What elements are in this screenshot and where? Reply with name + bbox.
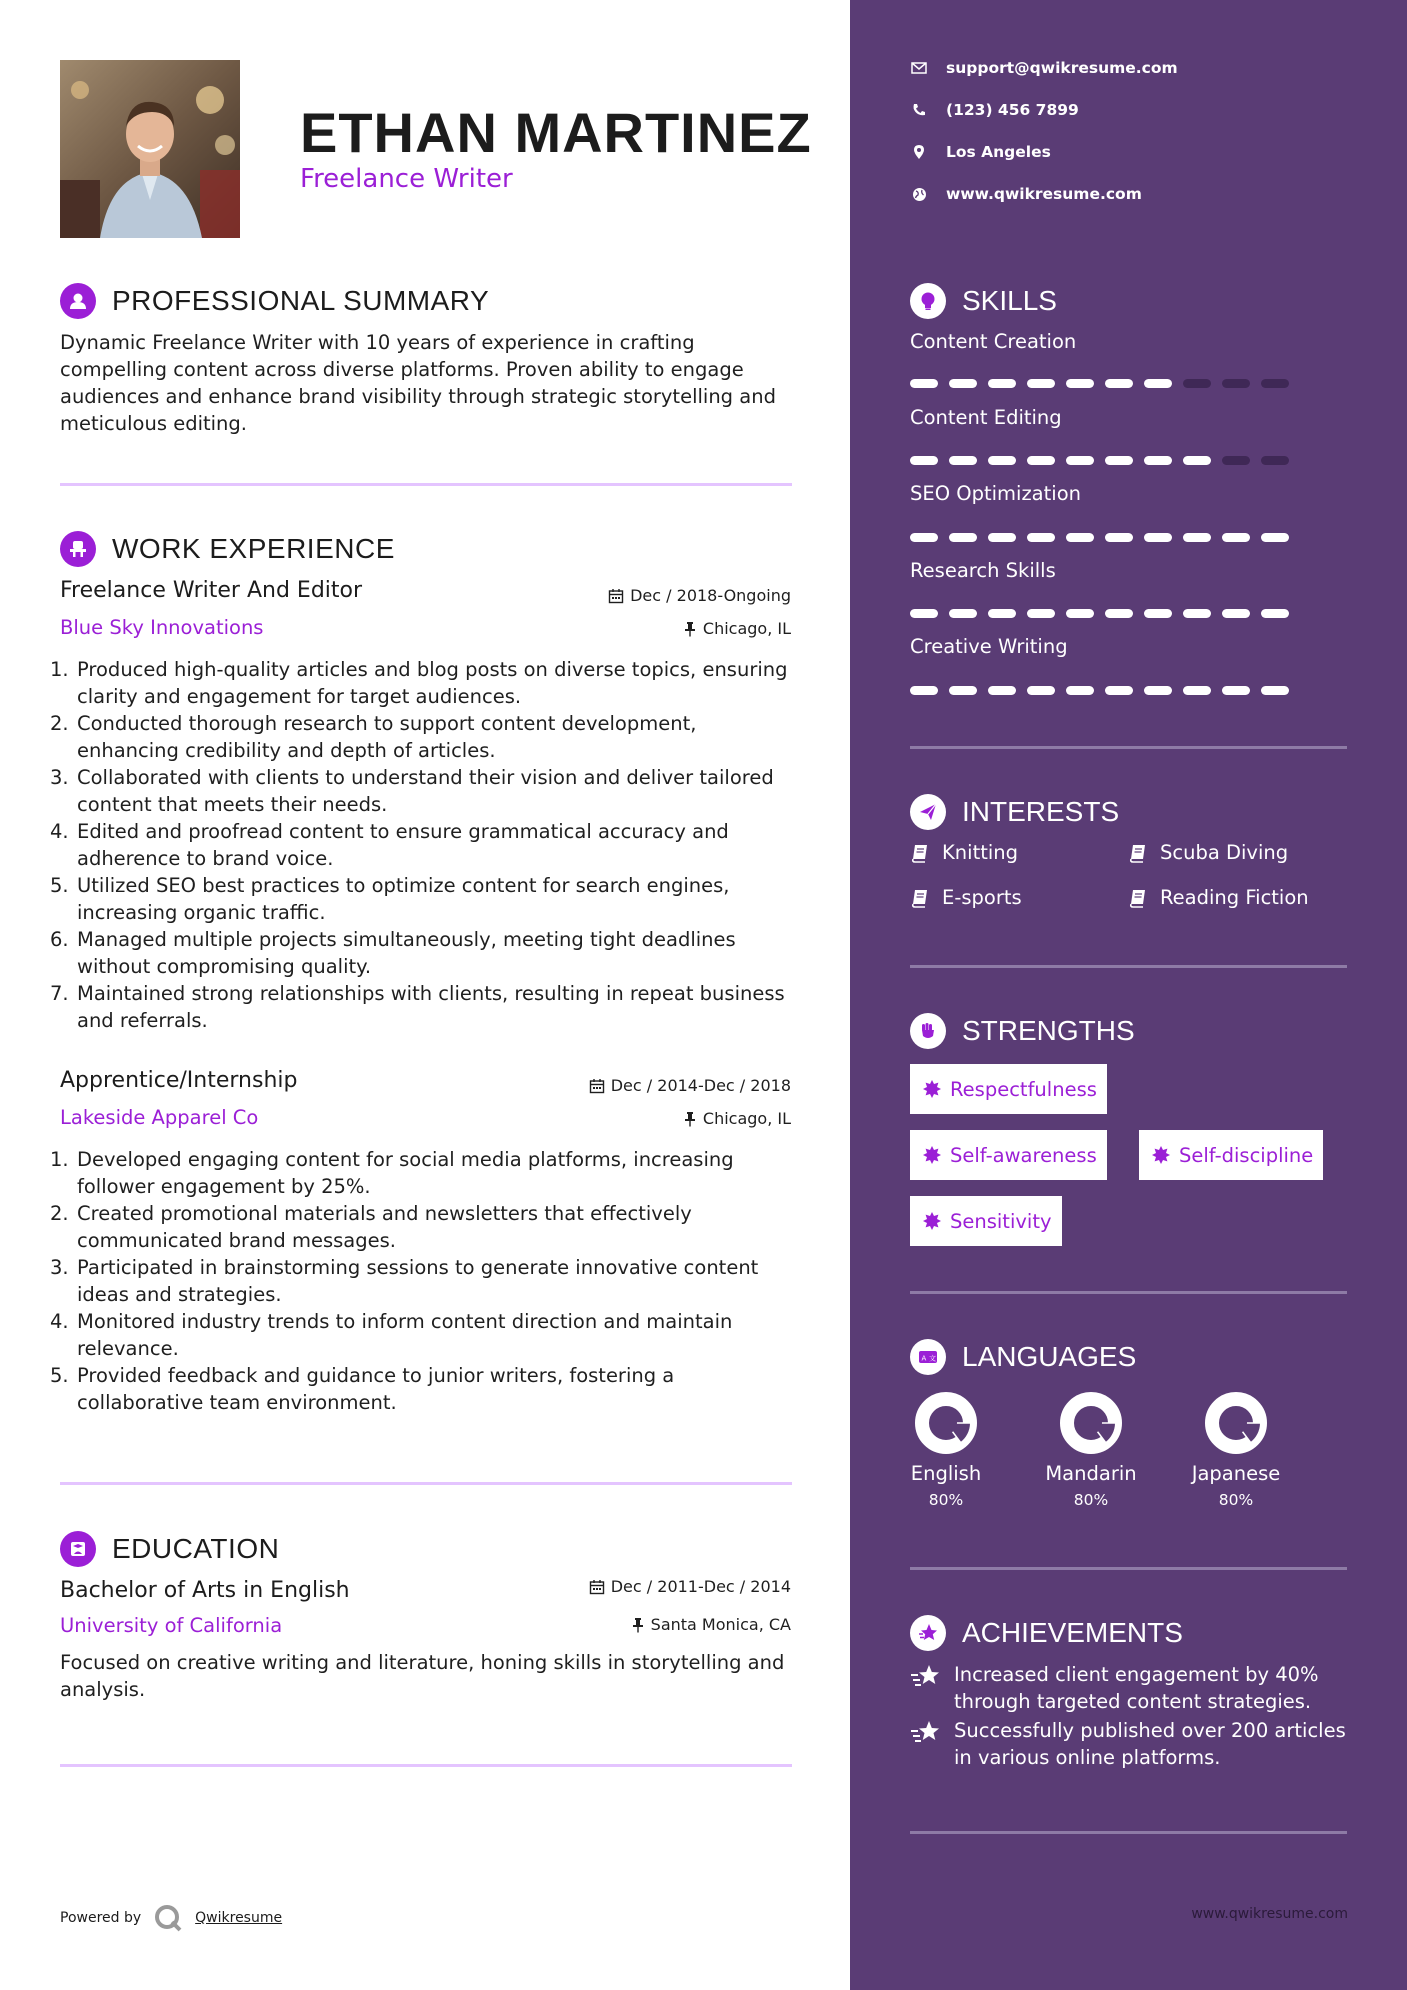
lightbulb-icon [910, 283, 946, 319]
interest-item: Knitting [910, 841, 1018, 864]
footer-website[interactable]: www.qwikresume.com [1191, 1906, 1348, 1922]
skill-dash-filled [910, 533, 938, 542]
contact-website[interactable] [910, 185, 1142, 203]
skill-dash-filled [1261, 609, 1289, 618]
skill-name: Creative Writing [910, 635, 1068, 658]
skill-dash-filled [1027, 379, 1055, 388]
strength-chip: Self-awareness [910, 1130, 1107, 1180]
pin-icon [683, 621, 697, 637]
calendar-icon [589, 1579, 605, 1595]
skill-dash-empty [1183, 379, 1211, 388]
list-item: 1. Developed engaging content for social media platforms, increasing follower engagement by 25%. [50, 1148, 734, 1198]
skill-dash-filled [1144, 533, 1172, 542]
skill-dash-filled [1144, 686, 1172, 695]
calendar-icon [608, 588, 624, 604]
summary-title: PROFESSIONAL SUMMARY [112, 285, 490, 316]
summary-text: Dynamic Freelance Writer with 10 years of experience in crafting compelling content across diverse platforms. Proven ability to engage audiences and enhance brand visibility through strategic storytelling and meticulous editing. [60, 331, 776, 435]
skill-dash-filled [949, 533, 977, 542]
skill-dash-filled [1222, 686, 1250, 695]
skill-level-bar [910, 456, 1289, 465]
interest-item: Scuba Diving [1128, 841, 1288, 864]
language-name: Mandarin [1045, 1462, 1137, 1485]
contact-phone[interactable] [910, 101, 1079, 119]
job-duties-list [50, 1146, 795, 1416]
language-level-donut [913, 1390, 979, 1456]
skill-dash-filled [1105, 686, 1133, 695]
strength-chip: Respectfulness [910, 1064, 1107, 1114]
company-name: Blue Sky Innovations [60, 616, 264, 639]
school-name: University of California [60, 1614, 283, 1637]
skill-dash-filled [1105, 456, 1133, 465]
section-divider [910, 1831, 1347, 1834]
qwikresume-logo-icon [153, 1903, 183, 1933]
candidate-name: ETHAN MARTINEZ [300, 101, 812, 164]
briefcase-icon [60, 531, 96, 567]
interest-item: E-sports [910, 886, 1022, 909]
skill-dash-filled [1027, 456, 1055, 465]
skill-name: Content Editing [910, 406, 1062, 429]
list-item: 1. Produced high-quality articles and blog posts on diverse topics, ensuring clarity and engagement for target audiences. [50, 658, 788, 708]
skill-dash-empty [1261, 379, 1289, 388]
skills-heading [910, 283, 1057, 319]
skill-dash-filled [910, 456, 938, 465]
list-item: 5. Provided feedback and guidance to junior writers, fostering a collaborative team environment. [50, 1364, 675, 1414]
skill-dash-filled [1027, 609, 1055, 618]
skill-level-bar [910, 686, 1289, 695]
badge-icon [922, 1211, 942, 1231]
book-icon [910, 843, 930, 863]
list-item: 2. Created promotional materials and newsletters that effectively communicated brand messages. [50, 1202, 692, 1252]
book-icon [1128, 888, 1148, 908]
skill-dash-filled [1183, 609, 1211, 618]
job-dates-text: Dec / 2018-Ongoing [630, 586, 791, 605]
job-dates [608, 586, 791, 605]
languages-heading [910, 1339, 1136, 1375]
education-text: Focused on creative writing and literature, honing skills in storytelling and analysis. [60, 1651, 785, 1701]
section-divider [910, 746, 1347, 749]
interests-title: INTERESTS [962, 796, 1120, 827]
shooting-star-icon [910, 1663, 942, 1689]
strength-chip: Self-discipline [1139, 1130, 1323, 1180]
strength-chip: Sensitivity [910, 1196, 1062, 1246]
skill-dash-filled [988, 609, 1016, 618]
language-level-donut [1203, 1390, 1269, 1456]
education-dates-text: Dec / 2011-Dec / 2014 [610, 1577, 791, 1596]
sidebar [850, 0, 1407, 1990]
skill-dash-filled [1066, 456, 1094, 465]
pin-icon [631, 1617, 645, 1633]
badge-icon [1151, 1145, 1171, 1165]
skill-dash-filled [988, 686, 1016, 695]
strengths-heading [910, 1013, 1135, 1049]
experience-title: WORK EXPERIENCE [112, 533, 395, 564]
summary-heading [60, 283, 489, 319]
location-pin-icon [913, 144, 925, 160]
skill-dash-filled [1105, 379, 1133, 388]
job-location [683, 1109, 791, 1128]
skills-title: SKILLS [962, 285, 1057, 316]
envelope-icon [911, 62, 927, 74]
achievements-heading [910, 1615, 1183, 1651]
job-dates-text: Dec / 2014-Dec / 2018 [610, 1076, 791, 1095]
skill-dash-filled [1066, 533, 1094, 542]
skill-dash-filled [1222, 609, 1250, 618]
skill-dash-filled [1027, 533, 1055, 542]
language-item [1031, 1390, 1151, 1509]
profile-photo [60, 60, 240, 238]
skill-dash-filled [1066, 686, 1094, 695]
skill-level-bar [910, 379, 1289, 388]
star-icon [910, 1615, 946, 1651]
skill-dash-filled [1222, 533, 1250, 542]
section-divider [910, 1567, 1347, 1570]
skill-dash-filled [1066, 379, 1094, 388]
contact-location-text: Los Angeles [946, 143, 1051, 161]
achievement-item: Increased client engagement by 40% through targeted content strategies. [910, 1661, 1350, 1715]
contact-phone-text: (123) 456 7899 [946, 101, 1079, 119]
list-item: 7. Maintained strong relationships with clients, resulting in repeat business and referrals. [50, 982, 785, 1032]
skill-dash-filled [988, 379, 1016, 388]
interest-item: Reading Fiction [1128, 886, 1309, 909]
skill-dash-filled [1144, 379, 1172, 388]
skill-dash-empty [1222, 456, 1250, 465]
job-dates [589, 1076, 791, 1095]
skill-dash-filled [1144, 609, 1172, 618]
skill-dash-filled [988, 456, 1016, 465]
skill-dash-filled [1066, 609, 1094, 618]
section-divider [60, 1482, 792, 1485]
education-location-text: Santa Monica, CA [650, 1615, 791, 1634]
list-item: 5. Utilized SEO best practices to optimize content for search engines, increasing organic traffic. [50, 874, 730, 924]
section-divider [910, 1291, 1347, 1294]
skill-name: Content Creation [910, 330, 1077, 353]
qwikresume-link[interactable]: Qwikresume [195, 1910, 283, 1926]
skill-dash-filled [1183, 533, 1211, 542]
skill-dash-filled [910, 379, 938, 388]
book-icon [910, 888, 930, 908]
badge-icon [922, 1079, 942, 1099]
skill-dash-filled [1183, 686, 1211, 695]
job-location-text: Chicago, IL [702, 619, 791, 638]
skill-dash-filled [1027, 686, 1055, 695]
education-heading [60, 1531, 279, 1567]
list-item: 3. Participated in brainstorming sessions to generate innovative content ideas and strategies. [50, 1256, 759, 1306]
skill-level-bar [910, 533, 1289, 542]
language-percent: 80% [1218, 1491, 1254, 1509]
svg-text:文: 文 [929, 1354, 936, 1363]
skill-level-bar [910, 609, 1289, 618]
list-item: 2. Conducted thorough research to support content development, enhancing credibility and depth of articles. [50, 712, 697, 762]
education-title: EDUCATION [112, 1533, 280, 1564]
list-item: 6. Managed multiple projects simultaneously, meeting tight deadlines without compromising quality. [50, 928, 736, 978]
language-name: Japanese [1191, 1462, 1281, 1485]
skill-dash-filled [1261, 686, 1289, 695]
skill-dash-filled [910, 609, 938, 618]
job-location-text: Chicago, IL [702, 1109, 791, 1128]
paper-plane-icon [910, 794, 946, 830]
shooting-star-icon [910, 1719, 942, 1745]
skill-dash-empty [1261, 456, 1289, 465]
skill-dash-filled [988, 533, 1016, 542]
skill-dash-filled [949, 456, 977, 465]
job-location [683, 619, 791, 638]
skill-dash-filled [949, 609, 977, 618]
skill-dash-filled [1261, 533, 1289, 542]
section-divider [910, 965, 1347, 968]
user-icon [60, 283, 96, 319]
language-item [886, 1390, 1006, 1509]
strengths-title: STRENGTHS [962, 1015, 1135, 1046]
skill-dash-filled [1105, 609, 1133, 618]
contact-email-text: support@qwikresume.com [946, 59, 1178, 77]
list-item: 3. Collaborated with clients to understand their vision and deliver tailored content that meets their needs. [50, 766, 774, 816]
languages-title: LANGUAGES [962, 1341, 1137, 1372]
skill-dash-filled [1105, 533, 1133, 542]
interests-heading [910, 794, 1119, 830]
powered-by-label: Powered by [60, 1910, 142, 1926]
language-name: English [910, 1462, 982, 1485]
skill-dash-filled [949, 686, 977, 695]
skill-name: Research Skills [910, 559, 1056, 582]
achievement-item: Successfully published over 200 articles in various online platforms. [910, 1717, 1350, 1771]
section-divider [60, 1764, 792, 1767]
company-name: Lakeside Apparel Co [60, 1106, 259, 1129]
graduation-icon [60, 1531, 96, 1567]
achievements-title: ACHIEVEMENTS [962, 1617, 1183, 1648]
contact-website-text: www.qwikresume.com [946, 185, 1142, 203]
list-item: 4. Monitored industry trends to inform content direction and maintain relevance. [50, 1310, 733, 1360]
degree-title: Bachelor of Arts in English [60, 1578, 350, 1603]
skill-dash-filled [1144, 456, 1172, 465]
powered-by [60, 1903, 282, 1933]
job-title: Apprentice/Internship [60, 1068, 298, 1093]
education-location [631, 1615, 791, 1634]
translate-icon [910, 1339, 946, 1375]
language-percent: 80% [1073, 1491, 1109, 1509]
badge-icon [922, 1145, 942, 1165]
skill-dash-filled [910, 686, 938, 695]
globe-icon [912, 187, 927, 202]
fist-icon [910, 1013, 946, 1049]
skill-dash-filled [949, 379, 977, 388]
job-duties-list [50, 656, 795, 1034]
education-dates [589, 1577, 791, 1596]
contact-location [910, 143, 1051, 161]
job-title: Freelance Writer And Editor [60, 578, 363, 603]
calendar-icon [589, 1078, 605, 1094]
skill-name: SEO Optimization [910, 482, 1081, 505]
skill-dash-filled [1183, 456, 1211, 465]
pin-icon [683, 1111, 697, 1127]
experience-heading [60, 531, 395, 567]
section-divider [60, 483, 792, 486]
svg-text:A: A [921, 1354, 927, 1363]
language-level-donut [1058, 1390, 1124, 1456]
language-percent: 80% [928, 1491, 964, 1509]
contact-email[interactable] [910, 59, 1178, 77]
list-item: 4. Edited and proofread content to ensure grammatical accuracy and adherence to brand voice. [50, 820, 729, 870]
phone-icon [912, 103, 926, 117]
book-icon [1128, 843, 1148, 863]
skill-dash-empty [1222, 379, 1250, 388]
candidate-role: Freelance Writer [300, 164, 513, 194]
language-item [1176, 1390, 1296, 1509]
